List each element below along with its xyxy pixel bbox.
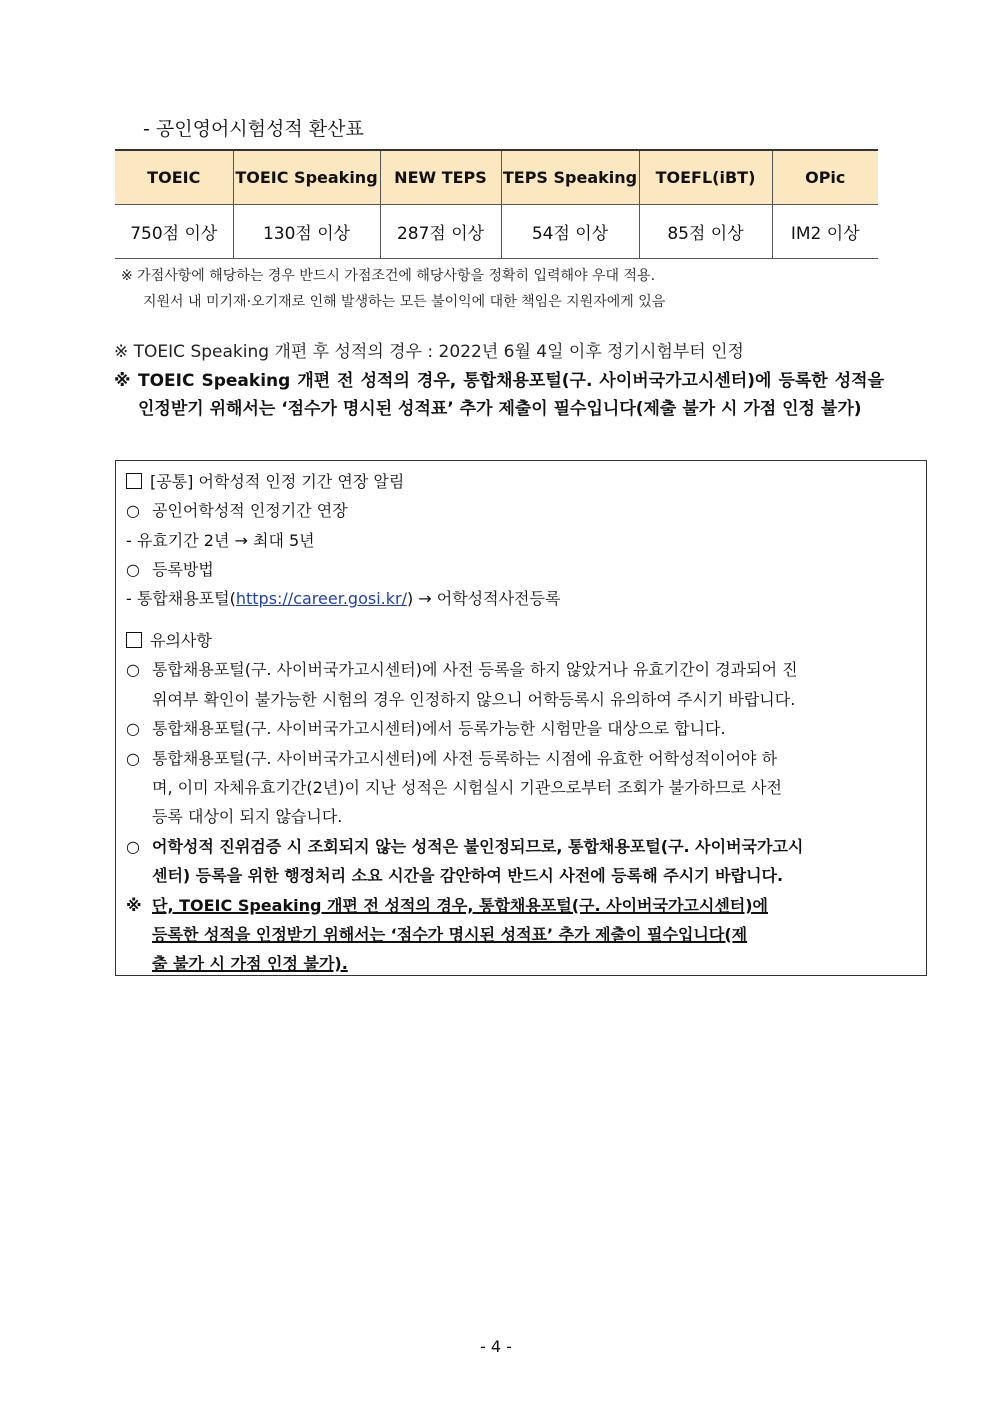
header-toeic-speaking: TOEIC Speaking	[233, 150, 380, 205]
bullet-circle-icon: ○	[126, 837, 140, 856]
cell-opic: IM2 이상	[772, 205, 878, 259]
cell-teps-speaking: 54점 이상	[501, 205, 639, 259]
caution-4-line-1	[126, 834, 921, 857]
caution-1-line-1	[126, 657, 921, 680]
item-registration	[126, 557, 921, 580]
note-line-2: 지원서 내 미기재·오기재로 인해 발생하는 모든 불이익에 대한 책임은 지원자에게 있음	[143, 294, 666, 310]
reference-mark: ※	[126, 896, 142, 915]
caution-2	[126, 716, 921, 739]
special-note-line-1	[126, 893, 921, 916]
caution-3-line-1	[126, 746, 921, 769]
checkbox-square-icon	[126, 632, 142, 648]
special-note-text: 단, TOEIC Speaking 개편 전 성적의 경우, 통합채용포털(구. 사이버국가고시센터)에	[152, 896, 769, 915]
bullet-circle-icon: ○	[126, 501, 140, 520]
page-number: - 4 -	[480, 1337, 512, 1356]
caution-3-line-2: 며, 이미 자체유효기간(2년)이 지난 성적은 시험실시 기관으로부터 조회가 불가하므로 사전	[152, 778, 782, 797]
special-note-text-3: 출 불가 시 가점 인정 불가).	[152, 954, 348, 973]
caution-4-line-2: 센터) 등록을 위한 행정처리 소요 시간을 감안하여 반드시 사전에 등록해 주시기 바랍니다.	[152, 866, 784, 885]
caution-4-text: 어학성적 진위검증 시 조회되지 않는 성적은 불인정되므로, 통합채용포털(구. 사이버국가고시	[152, 837, 804, 856]
item-registration-detail	[126, 586, 921, 609]
notice-box	[115, 460, 927, 976]
special-note-line-2	[126, 922, 921, 945]
header-new-teps: NEW TEPS	[380, 150, 501, 205]
item-extension	[126, 498, 921, 521]
cell-toeic-speaking: 130점 이상	[233, 205, 380, 259]
table-header-row	[115, 150, 878, 205]
bullet-circle-icon: ○	[126, 719, 140, 738]
caution-1-text: 통합채용포털(구. 사이버국가고시센터)에 사전 등록을 하지 않았거나 유효기간이 경과되어 진	[152, 660, 798, 679]
notice-heading-text: [공통] 어학성적 인정 기간 연장 알림	[150, 472, 405, 491]
score-conversion-table	[115, 149, 878, 259]
bullet-circle-icon: ○	[126, 749, 140, 768]
bullet-circle-icon: ○	[126, 660, 140, 679]
caution-heading	[126, 628, 921, 651]
bullet-circle-icon: ○	[126, 560, 140, 579]
rule-toeic-speaking-before	[114, 367, 884, 423]
notice-heading	[126, 469, 921, 492]
special-note-text-2: 등록한 성적을 인정받기 위해서는 ‘점수가 명시된 성적표’ 추가 제출이 필수입니다(제	[152, 925, 748, 944]
cell-new-teps: 287점 이상	[380, 205, 501, 259]
checkbox-square-icon	[126, 473, 142, 489]
caution-2-text: 통합채용포털(구. 사이버국가고시센터)에서 등록가능한 시험만을 대상으로 합니다.	[152, 719, 726, 738]
item-extension-detail: - 유효기간 2년 → 최대 5년	[126, 531, 315, 550]
cell-toeic: 750점 이상	[115, 205, 233, 259]
note-line-1: ※ 가점사항에 해당하는 경우 반드시 가점조건에 해당사항을 정확히 입력해야 우대 적용.	[121, 268, 656, 284]
cell-toefl: 85점 이상	[639, 205, 772, 259]
caution-3-text: 통합채용포털(구. 사이버국가고시센터)에 사전 등록하는 시점에 유효한 어학성적이어야 하	[152, 749, 778, 768]
caution-1-line-2: 위여부 확인이 불가능한 시험의 경우 인정하지 않으니 어학등록시 유의하여 주시기 바랍니다.	[152, 690, 796, 709]
caution-3-line-3: 등록 대상이 되지 않습니다.	[152, 807, 343, 826]
header-teps-speaking: TEPS Speaking	[501, 150, 639, 205]
table-row	[115, 205, 878, 259]
item-registration-label: 등록방법	[152, 560, 214, 579]
special-note-line-3	[126, 951, 921, 974]
reference-mark: ※	[114, 371, 131, 391]
item-extension-label: 공인어학성적 인정기간 연장	[152, 501, 348, 520]
header-toefl: TOEFL(iBT)	[639, 150, 772, 205]
section-title: - 공인영어시험성적 환산표	[143, 118, 364, 140]
header-opic: OPic	[772, 150, 878, 205]
registration-prefix: - 통합채용포털(	[126, 589, 236, 608]
rule-text: TOEIC Speaking 개편 전 성적의 경우, 통합채용포털(구. 사이버국가고시센터)에 등록한 성적을 인정받기 위해서는 ‘점수가 명시된 성적표’ 추가 제출이 필수입니다(제출 불가 시 가점 인정 불가)	[138, 371, 884, 419]
header-toeic: TOEIC	[115, 150, 233, 205]
rule-toeic-speaking-after: ※ TOEIC Speaking 개편 후 성적의 경우 : 2022년 6월 4일 이후 정기시험부터 인정	[114, 342, 744, 362]
registration-suffix: ) → 어학성적사전등록	[406, 589, 561, 608]
career-portal-link[interactable]: https://career.gosi.kr/	[235, 589, 407, 608]
caution-heading-text: 유의사항	[150, 631, 212, 650]
